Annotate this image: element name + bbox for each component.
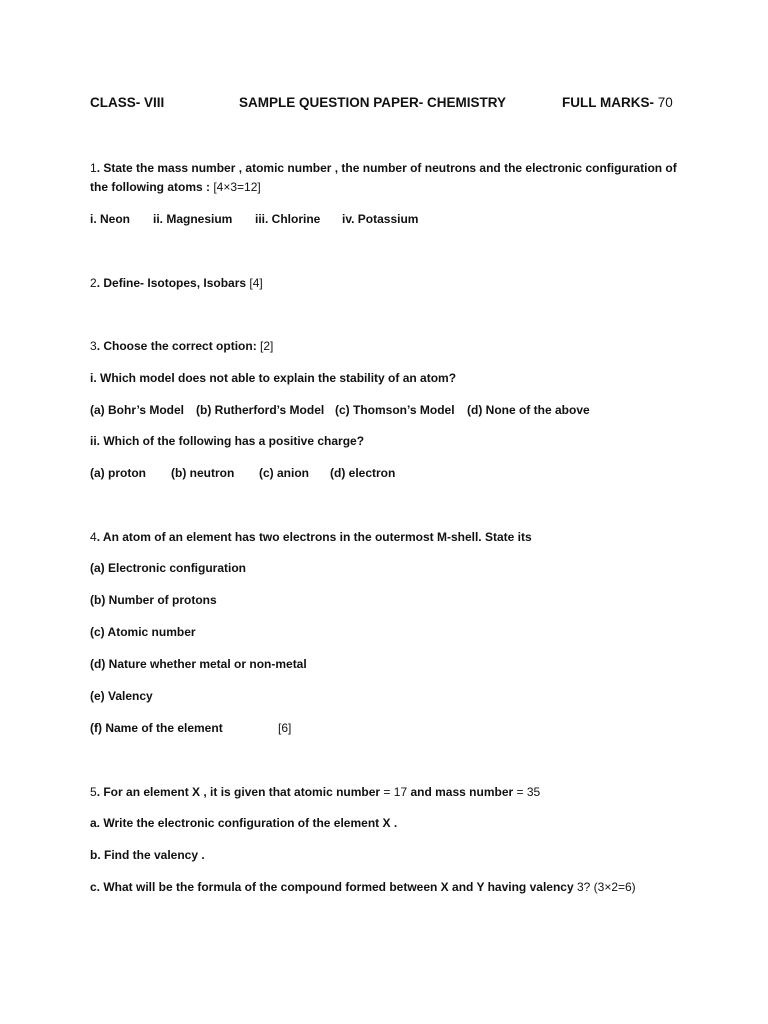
question-3-sub-1: i. Which model does not able to explain the stability of an atom? xyxy=(90,371,457,385)
question-1-number: 1 xyxy=(90,161,97,175)
question-2-number: 2 xyxy=(90,276,97,290)
q5-part-c-text: c. What will be the formula of the compound formed between X and Y having valency xyxy=(90,880,577,894)
question-5-text-2: and mass number xyxy=(407,785,517,799)
question-3 xyxy=(90,338,273,354)
q5-part-b: b. Find the valency . xyxy=(90,848,205,862)
q4-item-f: (f) Name of the element xyxy=(90,721,223,735)
class-label: CLASS- VIII xyxy=(90,95,165,110)
full-marks xyxy=(562,94,673,112)
question-5-atomic-number: = 17 xyxy=(383,785,408,799)
q3-sub2-option-a: (a) proton xyxy=(90,466,146,480)
question-1-line-2 xyxy=(90,179,261,195)
question-5-number: 5 xyxy=(90,785,97,799)
question-1-text-1: . State the mass number , atomic number , the number of neutrons and the electronic configuration of xyxy=(96,161,677,175)
q4-item-d: (d) Nature whether metal or non-metal xyxy=(90,657,307,671)
q4-item-c: (c) Atomic number xyxy=(90,625,196,639)
full-marks-label: FULL MARKS- xyxy=(562,95,654,110)
full-marks-value: 70 xyxy=(654,95,673,110)
question-2-text: . Define- Isotopes, Isobars xyxy=(96,276,250,290)
question-1-marks: [4×3=12] xyxy=(213,180,261,194)
q5-part-c xyxy=(90,879,636,895)
q1-option-magnesium: ii. Magnesium xyxy=(153,212,233,226)
q1-option-neon: i. Neon xyxy=(90,212,131,226)
q3-sub2-option-d: (d) electron xyxy=(330,466,396,480)
question-1-line-1 xyxy=(90,160,677,176)
question-4-text: . An atom of an element has two electrons in the outermost M-shell. State its xyxy=(96,530,532,544)
q3-sub1-option-c: (c) Thomson’s Model xyxy=(335,403,455,417)
q5-part-a: a. Write the electronic configuration of the element X . xyxy=(90,816,398,830)
question-2-marks: [4] xyxy=(249,276,263,290)
q1-option-potassium: iv. Potassium xyxy=(342,212,419,226)
question-5-text-1: . For an element X , it is given that atomic number xyxy=(96,785,384,799)
question-3-marks: [2] xyxy=(260,339,274,353)
question-1-text-2: the following atoms : xyxy=(90,180,214,194)
q4-item-a: (a) Electronic configuration xyxy=(90,561,247,575)
question-4 xyxy=(90,529,532,545)
paper-title: SAMPLE QUESTION PAPER- CHEMISTRY xyxy=(239,95,507,110)
q3-sub2-option-c: (c) anion xyxy=(259,466,309,480)
question-4-marks: [6] xyxy=(278,721,292,735)
question-2 xyxy=(90,275,263,291)
q3-sub2-option-b: (b) neutron xyxy=(171,466,235,480)
question-3-sub-2: ii. Which of the following has a positive charge? xyxy=(90,434,365,448)
q3-sub1-option-b: (b) Rutherford’s Model xyxy=(196,403,325,417)
question-5-mass-number: = 35 xyxy=(516,785,541,799)
q5-part-c-marks: 3? (3×2=6) xyxy=(576,880,636,894)
q1-option-chlorine: iii. Chlorine xyxy=(255,212,321,226)
q4-item-b: (b) Number of protons xyxy=(90,593,217,607)
q4-item-e: (e) Valency xyxy=(90,689,153,703)
question-3-text: . Choose the correct option: xyxy=(96,339,261,353)
question-4-number: 4 xyxy=(90,530,97,544)
q3-sub1-option-d: (d) None of the above xyxy=(467,403,590,417)
question-5 xyxy=(90,784,540,800)
question-3-number: 3 xyxy=(90,339,97,353)
q3-sub1-option-a: (a) Bohr’s Model xyxy=(90,403,185,417)
